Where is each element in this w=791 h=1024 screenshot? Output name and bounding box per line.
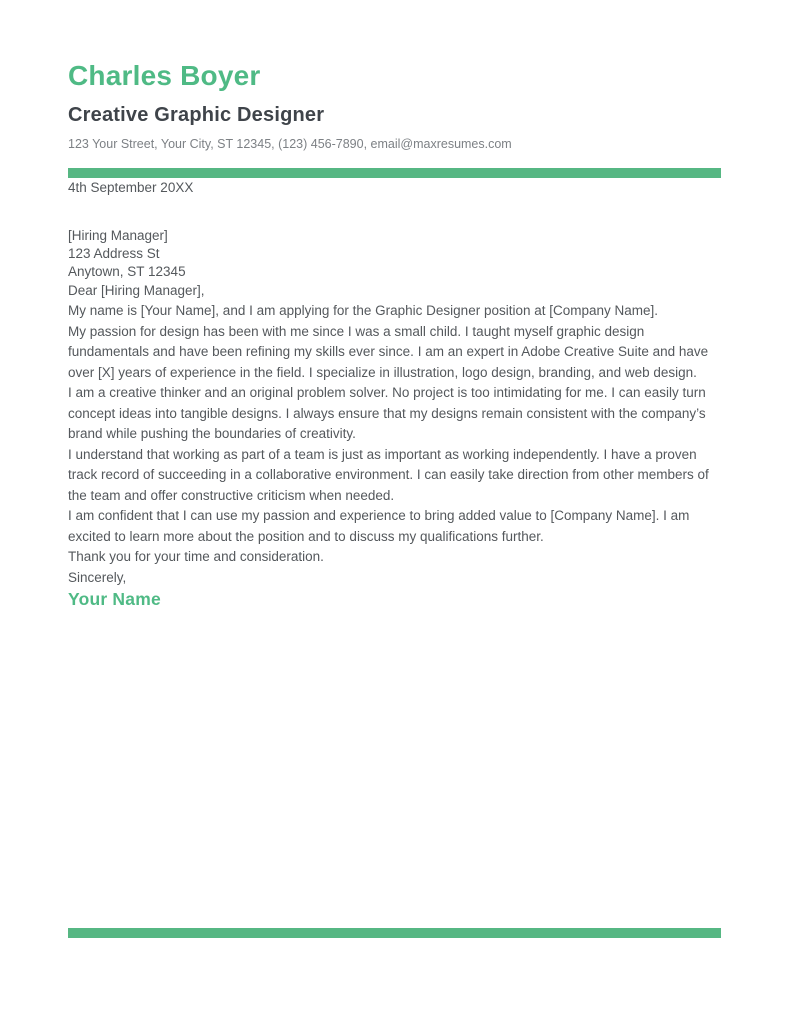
recipient-name: [Hiring Manager] <box>68 227 168 243</box>
header-accent-bar <box>68 168 721 178</box>
salutation: Dear [Hiring Manager], <box>68 282 205 298</box>
body-paragraph-confidence: I am confident that I can use my passion and experience to bring added value to [Company Name]. I am excited to learn more about the position and to discuss my qualifications further. <box>68 508 690 544</box>
letter-date: 4th September 20XX <box>68 180 194 195</box>
applicant-name: Charles Boyer <box>68 60 261 91</box>
body-paragraph-teamwork: I understand that working as part of a team is just as important as working independently. I have a proven track record of succeeding in a collaborative environment. I can easily take direction from other members of the team and offer constructive criticism when needed. <box>68 446 709 503</box>
footer-accent-bar <box>68 928 721 938</box>
recipient-city-state-zip: Anytown, ST 12345 <box>68 263 186 279</box>
recipient-street: 123 Address St <box>68 245 160 261</box>
letter-header <box>0 0 791 152</box>
body-paragraph-intro: My name is [Your Name], and I am applying for the Graphic Designer position at [Company Name]. <box>68 303 659 318</box>
closing-thanks: Thank you for your time and consideration. <box>68 549 324 564</box>
letter-body <box>0 178 791 610</box>
contact-info: 123 Your Street, Your City, ST 12345, (123) 456-7890, email@maxresumes.com <box>68 137 512 151</box>
signature-name: Your Name <box>68 589 161 609</box>
applicant-job-title: Creative Graphic Designer <box>68 104 325 126</box>
body-paragraph-creative: I am a creative thinker and an original problem solver. No project is too intimidating for me. I can easily turn concept ideas into tangible designs. I always ensure that my designs remain consistent with the company’s brand while pushing the boundaries of creativity. <box>68 385 706 441</box>
body-paragraph-passion: My passion for design has been with me since I was a small child. I taught myself graphic design fundamentals and have been refining my skills ever since. I am an expert in Adobe Creative Suite and have over [X] years of experience in the field. I specialize in illustration, logo design, branding, and web design. <box>68 323 709 380</box>
closing-sincerely: Sincerely, <box>68 569 127 585</box>
recipient-address-block <box>68 227 721 281</box>
